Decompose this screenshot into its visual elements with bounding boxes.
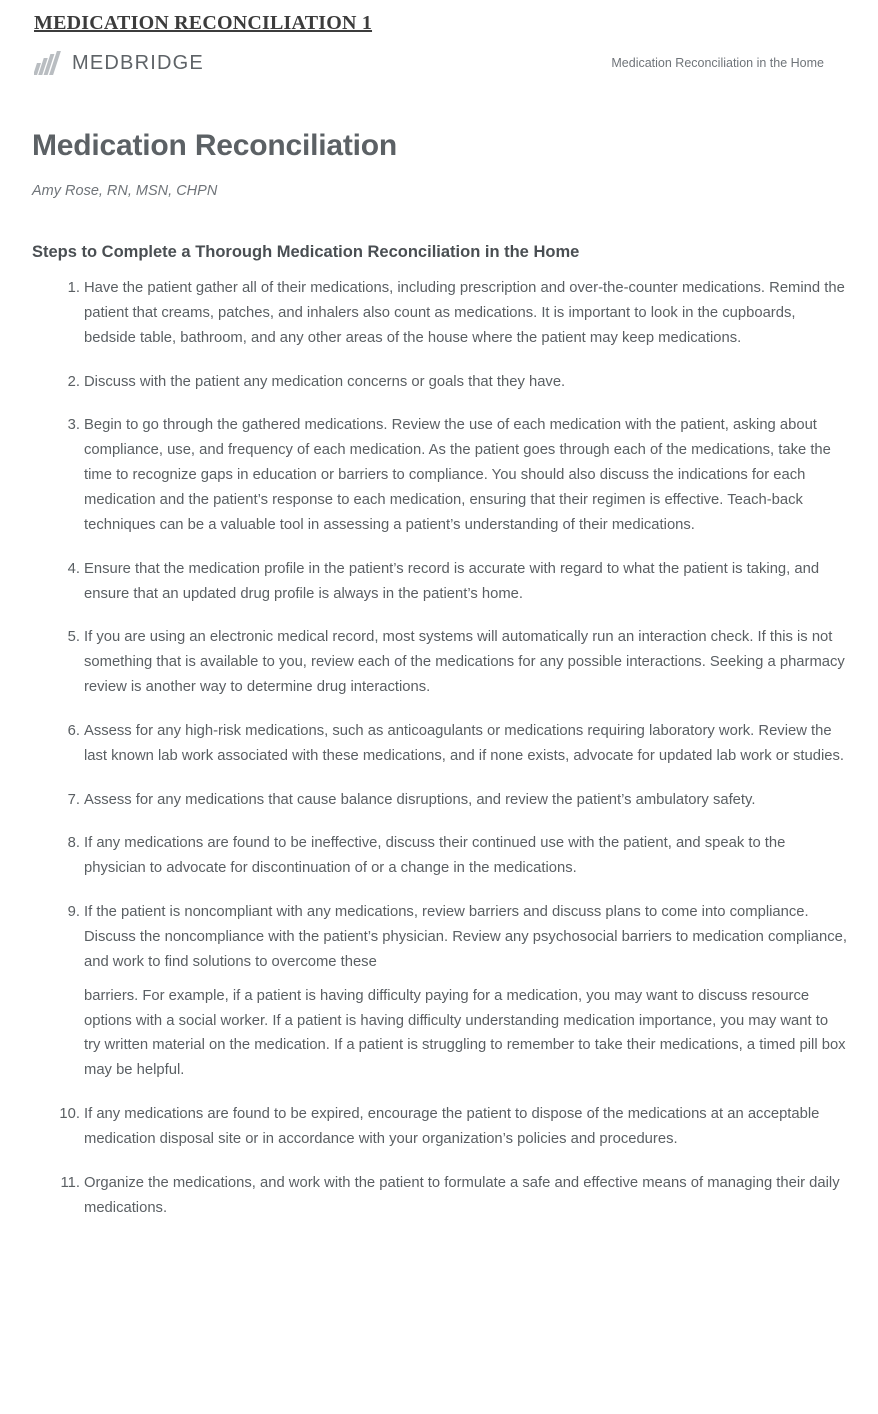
step-item [84, 831, 848, 881]
step-paragraph: Assess for any high-risk medications, such as anticoagulants or medications requiring laboratory work. Review the last known lab work associated with these medications, and if none exists, advocate for updated lab work or studies. [84, 722, 844, 764]
step-paragraph: Have the patient gather all of their medications, including prescription and over-the-counter medications. Remind the patient that creams, patches, and inhalers also count as medications. It is important to look in the cupboards, bedside table, bathroom, and any other areas of the house where the patient may keep medications. [84, 280, 845, 346]
step-paragraph: Assess for any medications that cause balance disruptions, and review the patient’s ambulatory safety. [84, 791, 756, 808]
step-item [84, 557, 848, 607]
page-title: Medication Reconciliation [32, 129, 398, 162]
document-running-head: MEDICATION RECONCILIATION 1 [34, 12, 373, 34]
step-paragraph: If any medications are found to be expired, encourage the patient to dispose of the medications at an acceptable medication disposal site or in accordance with your organization’s policies and procedures. [84, 1106, 820, 1147]
brand-header [30, 51, 848, 75]
header-course-title: Medication Reconciliation in the Home [611, 56, 824, 70]
step-paragraph: If you are using an electronic medical record, most systems will automatically run an interaction check. If this is not something that is available to you, review each of the medications for any possible interactions. Seeking a pharmacy review is another way to determine drug interactions. [84, 629, 845, 696]
step-item [84, 1171, 848, 1221]
step-item [84, 900, 848, 1083]
step-paragraph: Begin to go through the gathered medications. Review the use of each medication with the patient, asking about compliance, use, and frequency of each medication. As the patient goes through each of the medications, take the time to recognize gaps in education or barriers to compliance. You should also discuss the indications for each medication and the patient’s response to each medication, ensuring that their regimen is effective. Teach-back techniques can be a valuable tool in assessing a patient’s understanding of their medications. [84, 417, 831, 533]
step-item [84, 413, 848, 537]
step-paragraph: Ensure that the medication profile in the patient’s record is accurate with regard to what the patient is taking, and ensure that an updated drug profile is always in the patient’s home. [84, 560, 820, 602]
step-item [84, 276, 848, 351]
brand-lockup [34, 51, 204, 75]
step-paragraph: barriers. For example, if a patient is having difficulty paying for a medication, you may want to discuss resource options with a social worker. If a patient is having difficulty understanding medication importance, you may want to try written material on the medication. If a patient is struggling to remember to take their medications, a timed pill box may be helpful. [84, 987, 846, 1079]
step-paragraph: Discuss with the patient any medication concerns or goals that they have. [84, 373, 566, 390]
step-item [84, 625, 848, 700]
step-item [84, 719, 848, 769]
brand-name: MEDBRIDGE [72, 51, 204, 74]
step-paragraph: Organize the medications, and work with the patient to formulate a safe and effective means of managing their daily medications. [84, 1174, 840, 1216]
section-heading: Steps to Complete a Thorough Medication Reconciliation in the Home [32, 243, 580, 262]
step-item [84, 370, 848, 395]
step-item [84, 788, 848, 813]
step-paragraph: If any medications are found to be ineffective, discuss their continued use with the patient, and speak to the physician to advocate for discontinuation of or a change in the medications. [84, 835, 786, 877]
author-byline: Amy Rose, RN, MSN, CHPN [32, 183, 218, 200]
step-paragraph: If the patient is noncompliant with any medications, review barriers and discuss plans to come into compliance. Discuss the noncompliance with the patient’s physician. Review any psychosocial barriers to medication compliance, and work to find solutions to overcome these [84, 904, 847, 970]
step-item [84, 1102, 848, 1152]
steps-list [30, 276, 848, 1220]
medbridge-logo-icon [34, 51, 62, 75]
